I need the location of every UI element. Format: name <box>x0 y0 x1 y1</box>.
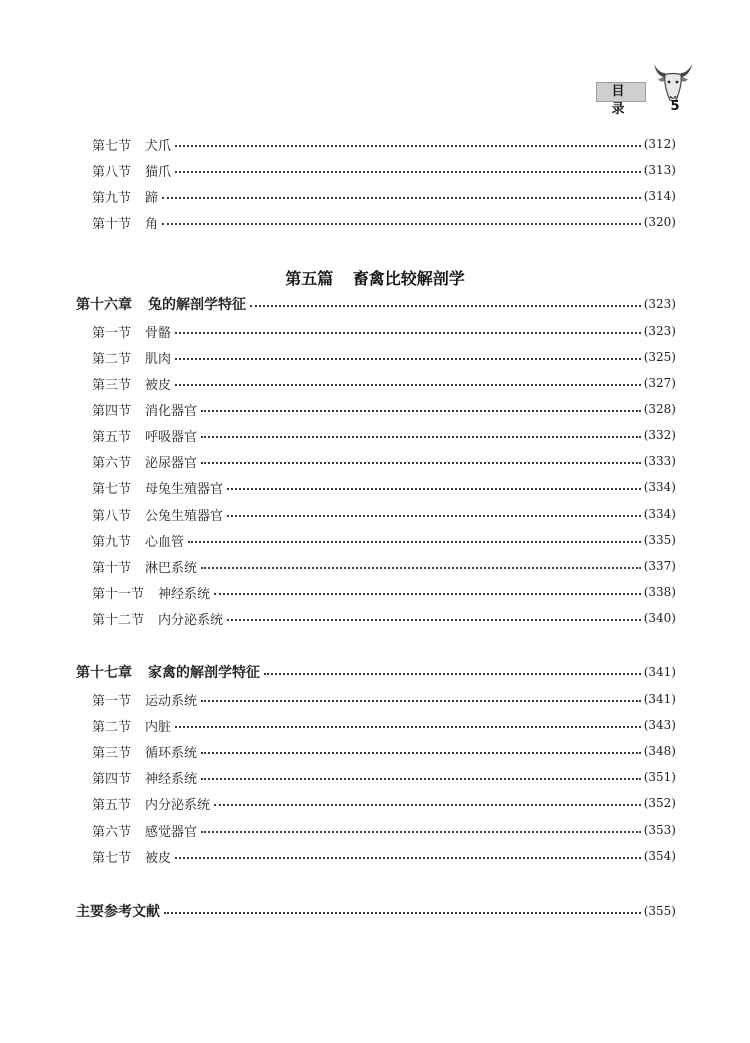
section-title: 循环系统 <box>145 745 198 761</box>
page-ref: (352) <box>643 796 676 810</box>
leader-dots <box>201 410 641 412</box>
toc-entry <box>92 608 676 628</box>
page-ref: (348) <box>643 744 676 758</box>
page-ref: (334) <box>643 480 676 494</box>
leader-dots <box>201 436 641 438</box>
leader-dots <box>201 752 641 754</box>
section-title: 公兔生殖器官 <box>145 508 224 524</box>
section-title: 蹄 <box>145 190 159 206</box>
page-ref: (323) <box>643 297 676 311</box>
leader-dots <box>175 332 641 334</box>
page-ref: (313) <box>643 163 676 177</box>
leader-dots <box>227 488 641 490</box>
section-number: 第一节 <box>92 693 132 709</box>
toc-entry <box>92 741 676 761</box>
leader-dots <box>201 778 641 780</box>
section-title: 被皮 <box>145 377 172 393</box>
page-ref: (333) <box>643 454 676 468</box>
toc-entry <box>92 582 676 602</box>
leader-dots <box>162 223 641 225</box>
toc-entry <box>92 399 676 419</box>
part-number: 第五篇 <box>285 269 334 288</box>
section-title: 母兔生殖器官 <box>145 481 224 497</box>
section-number: 第七节 <box>92 850 132 866</box>
leader-dots <box>175 358 641 360</box>
page-ref: (354) <box>643 849 676 863</box>
page-ref: (351) <box>643 770 676 784</box>
part-title <box>0 266 750 289</box>
section-number: 第七节 <box>92 138 132 154</box>
page-ref: (327) <box>643 376 676 390</box>
section-title: 内脏 <box>145 719 172 735</box>
section-number: 第七节 <box>92 481 132 497</box>
section-title: 心血管 <box>145 534 185 550</box>
section-number: 第九节 <box>92 534 132 550</box>
chapter-number: 第十六章 <box>76 297 132 313</box>
toc-entry <box>92 477 676 497</box>
toc-entry <box>92 767 676 787</box>
section-number: 第十节 <box>92 216 132 232</box>
section-number: 第十二节 <box>92 612 145 628</box>
section-number: 第三节 <box>92 377 132 393</box>
toc-entry <box>92 373 676 393</box>
page-number: 5 <box>670 99 680 114</box>
section-number: 第二节 <box>92 351 132 367</box>
page-ref: (332) <box>643 428 676 442</box>
toc-entry <box>92 504 676 524</box>
section-title: 淋巴系统 <box>145 560 198 576</box>
toc-entry <box>92 556 676 576</box>
section-title: 泌尿器官 <box>145 455 198 471</box>
page-ref: (343) <box>643 718 676 732</box>
toc-entry <box>92 160 676 180</box>
leader-dots <box>201 831 641 833</box>
page-ref: (334) <box>643 507 676 521</box>
section-title: 内分泌系统 <box>145 797 211 813</box>
toc-entry <box>92 425 676 445</box>
toc-entry <box>92 347 676 367</box>
toc-entry <box>92 451 676 471</box>
leader-dots <box>201 567 641 569</box>
page-ref: (341) <box>643 665 676 679</box>
toc-entry <box>92 186 676 206</box>
leader-dots <box>175 171 641 173</box>
leader-dots <box>227 619 641 621</box>
page-ref: (328) <box>643 402 676 416</box>
leader-dots <box>175 726 641 728</box>
leader-dots <box>214 804 641 806</box>
page-ref: (323) <box>643 324 676 338</box>
section-number: 第六节 <box>92 824 132 840</box>
toc-entry <box>92 820 676 840</box>
chapter-number: 第十七章 <box>76 665 132 681</box>
toc-entry <box>92 321 676 341</box>
page-ref: (335) <box>643 533 676 547</box>
section-number: 第八节 <box>92 164 132 180</box>
section-number: 第六节 <box>92 455 132 471</box>
leader-dots <box>214 593 641 595</box>
chapter-entry <box>76 294 676 314</box>
section-number: 第五节 <box>92 429 132 445</box>
leader-dots <box>175 145 641 147</box>
leader-dots <box>188 541 641 543</box>
leader-dots <box>175 857 641 859</box>
section-title: 角 <box>145 216 159 232</box>
section-number: 第十节 <box>92 560 132 576</box>
page-ref: (338) <box>643 585 676 599</box>
section-number: 第四节 <box>92 403 132 419</box>
page-ref: (341) <box>643 692 676 706</box>
section-number: 第八节 <box>92 508 132 524</box>
leader-dots <box>227 515 641 517</box>
references-title: 主要参考文献 <box>76 904 160 920</box>
toc-entry <box>92 530 676 550</box>
toc-entry <box>92 212 676 232</box>
section-title: 被皮 <box>145 850 172 866</box>
page-ref: (340) <box>643 611 676 625</box>
section-title: 神经系统 <box>145 771 198 787</box>
leader-dots <box>201 700 641 702</box>
section-number: 第四节 <box>92 771 132 787</box>
section-title: 骨骼 <box>145 325 172 341</box>
section-title: 内分泌系统 <box>158 612 224 628</box>
toc-entry <box>92 846 676 866</box>
references-entry <box>76 901 676 921</box>
toc-entry <box>92 715 676 735</box>
leader-dots <box>162 197 641 199</box>
page-ref: (312) <box>643 137 676 151</box>
section-title: 神经系统 <box>158 586 211 602</box>
section-title: 运动系统 <box>145 693 198 709</box>
toc-entry <box>92 793 676 813</box>
leader-dots <box>250 305 641 307</box>
leader-dots <box>175 384 641 386</box>
section-number: 第三节 <box>92 745 132 761</box>
leader-dots <box>201 462 641 464</box>
section-title: 猫爪 <box>145 164 172 180</box>
section-title: 呼吸器官 <box>145 429 198 445</box>
page-ref: (314) <box>643 189 676 203</box>
section-number: 第一节 <box>92 325 132 341</box>
page-ref: (355) <box>643 904 676 918</box>
leader-dots <box>164 912 641 914</box>
section-number: 第九节 <box>92 190 132 206</box>
section-title: 犬爪 <box>145 138 172 154</box>
chapter-entry <box>76 662 676 682</box>
part-name: 畜禽比较解剖学 <box>352 269 465 288</box>
leader-dots <box>264 673 641 675</box>
section-number: 第五节 <box>92 797 132 813</box>
chapter-title: 兔的解剖学特征 <box>148 297 246 313</box>
chapter-title: 家禽的解剖学特征 <box>148 665 260 681</box>
page-ref: (337) <box>643 559 676 573</box>
page-ref: (353) <box>643 823 676 837</box>
toc-entry <box>92 134 676 154</box>
section-title: 肌肉 <box>145 351 172 367</box>
section-title: 消化器官 <box>145 403 198 419</box>
header-title: 目 录 <box>596 82 646 102</box>
page-ref: (320) <box>643 215 676 229</box>
section-title: 感觉器官 <box>145 824 198 840</box>
toc-entry <box>92 689 676 709</box>
page-ref: (325) <box>643 350 676 364</box>
section-number: 第二节 <box>92 719 132 735</box>
section-number: 第十一节 <box>92 586 145 602</box>
